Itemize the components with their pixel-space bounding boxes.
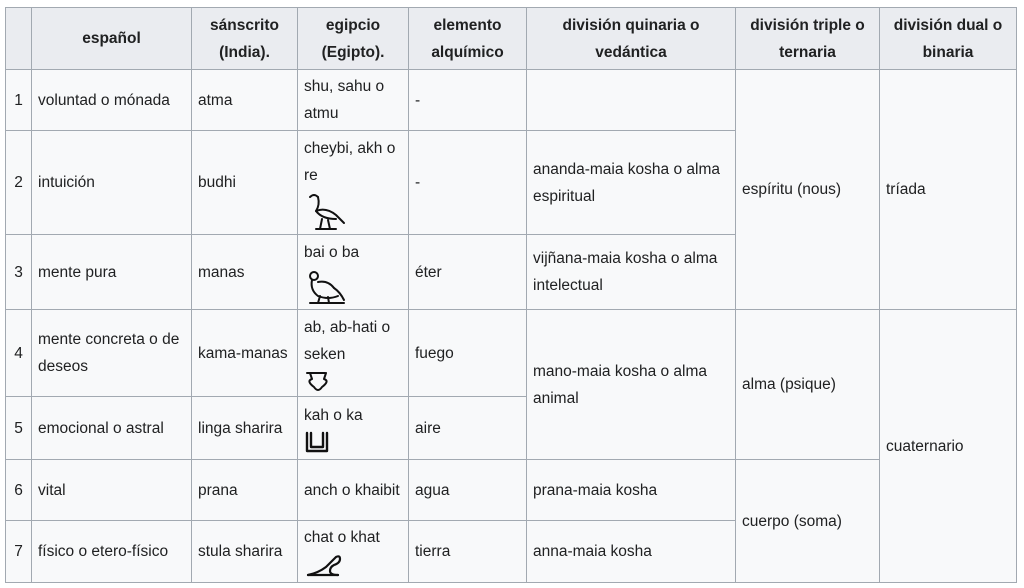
cell-quinaria: ananda-maia kosha o alma espiritual: [527, 131, 736, 235]
cell-sanscrito: prana: [192, 460, 298, 521]
cell-elemento: tierra: [409, 521, 527, 583]
row-number: 6: [6, 460, 32, 521]
cell-egipcio: [298, 310, 409, 397]
header-row: [6, 8, 1017, 70]
cell-elemento: -: [409, 70, 527, 131]
header-division-triple: división triple o ternaria: [736, 8, 880, 70]
cell-espanol: vital: [32, 460, 192, 521]
ka-arms-hieroglyph-icon: [304, 431, 402, 455]
cell-sanscrito: stula sharira: [192, 521, 298, 583]
cell-egipcio: [298, 235, 409, 310]
cell-sanscrito: manas: [192, 235, 298, 310]
cell-quinaria: vijñana-maia kosha o alma intelectual: [527, 235, 736, 310]
cell-sanscrito: budhi: [192, 131, 298, 235]
cell-egipcio: [298, 460, 409, 521]
header-elemento-alquimico: elemento alquímico: [409, 8, 527, 70]
cell-elemento: agua: [409, 460, 527, 521]
table-row: [6, 460, 1017, 521]
cell-ternaria: espíritu (nous): [736, 70, 880, 310]
correspondence-table: [5, 7, 1017, 583]
cell-elemento: fuego: [409, 310, 527, 397]
cell-ternaria: alma (psique): [736, 310, 880, 460]
cell-quinaria: prana-maia kosha: [527, 460, 736, 521]
row-number: 3: [6, 235, 32, 310]
egipcio-text: kah o ka: [304, 406, 363, 424]
cell-espanol: mente concreta o de deseos: [32, 310, 192, 397]
ba-bird-hieroglyph-icon: [304, 268, 402, 306]
cell-espanol: emocional o astral: [32, 397, 192, 460]
egipcio-text: chat o khat: [304, 529, 380, 546]
cell-espanol: intuición: [32, 131, 192, 235]
header-espanol: español: [32, 8, 192, 70]
cell-quinaria: [527, 70, 736, 131]
cell-sanscrito: atma: [192, 70, 298, 131]
cell-espanol: mente pura: [32, 235, 192, 310]
header-division-dual: división dual o binaria: [880, 8, 1017, 70]
egipcio-text: shu, sahu o atmu: [304, 78, 385, 122]
egipcio-text: bai o ba: [304, 243, 360, 261]
row-number: 2: [6, 131, 32, 235]
egipcio-text: cheybi, akh o re: [304, 139, 396, 184]
cell-sanscrito: kama-manas: [192, 310, 298, 397]
cell-binaria: tríada: [880, 70, 1017, 310]
cell-quinaria: mano-maia kosha o alma animal: [527, 310, 736, 460]
cell-ternaria: cuerpo (soma): [736, 460, 880, 583]
table-row: [6, 70, 1017, 131]
cell-espanol: físico o etero-físico: [32, 521, 192, 583]
cell-egipcio: [298, 397, 409, 460]
row-number: 7: [6, 521, 32, 583]
cell-elemento: -: [409, 131, 527, 235]
heart-vessel-hieroglyph-icon: [304, 370, 402, 392]
cell-egipcio: [298, 70, 409, 131]
ibis-hieroglyph-icon: [304, 191, 402, 231]
header-division-quinaria: división quinaria o vedántica: [527, 8, 736, 70]
egipcio-text: anch o khaibit: [304, 481, 400, 499]
header-sanscrito: sánscrito (India).: [192, 8, 298, 70]
cell-binaria: cuaternario: [880, 310, 1017, 583]
cell-sanscrito: linga sharira: [192, 397, 298, 460]
header-egipcio: egipcio (Egipto).: [298, 8, 409, 70]
row-number: 1: [6, 70, 32, 131]
row-number: 4: [6, 310, 32, 397]
header-index: [6, 8, 32, 70]
egipcio-text: ab, ab-hati o seken: [304, 319, 391, 363]
cell-elemento: éter: [409, 235, 527, 310]
table-row: [6, 310, 1017, 397]
cell-elemento: aire: [409, 397, 527, 460]
khat-body-hieroglyph-icon: [304, 553, 402, 579]
cell-quinaria: anna-maia kosha: [527, 521, 736, 583]
cell-espanol: voluntad o mónada: [32, 70, 192, 131]
row-number: 5: [6, 397, 32, 460]
cell-egipcio: [298, 131, 409, 235]
cell-egipcio: [298, 521, 409, 583]
